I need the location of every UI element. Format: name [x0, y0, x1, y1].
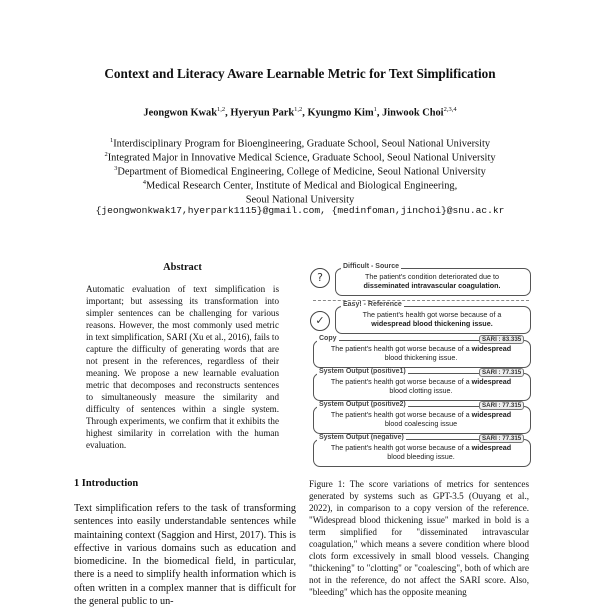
- source-text-plain: The patient's condition deteriorated due to: [364, 272, 500, 281]
- sari-score-badge: SARI : 77.315: [479, 434, 524, 443]
- question-icon: ?: [310, 268, 330, 288]
- affiliation-mark: 3: [114, 165, 118, 172]
- figure-caption-text: Figure 1: The score variations of metrics for sentences generated by systems such as GPT-3.5 (Ouyang et al., 2022), in comparison to a copy version of the reference. "Widespread blood thickening issue" marked in bold is a term simplified for "disseminated intravascular coagulation," which means a severe condition where blood clots form excessively in small blood vessels. Changing "thickening" to "clotting" or "coalescing", both of which are not in the reference, do not affect the SARI score. Also, "bleeding" which has the opposite meaning: [309, 479, 529, 597]
- reference-text-plain: The patient's health got worse because of a: [362, 310, 502, 319]
- affiliation-text: Integrated Major in Innovative Medical Science, Graduate School, Seoul National University: [107, 152, 496, 164]
- output-text-plain: The patient's health got worse because of a: [330, 443, 470, 452]
- affiliation-text: Interdisciplinary Program for Bioengineering, Graduate School, Seoul National University: [113, 138, 491, 150]
- affiliation-text: Medical Research Center, Institute of Medical and Biological Engineering,: [146, 180, 458, 192]
- reference-label: Easy! - Reference: [343, 301, 402, 308]
- author-name: Jeongwon Kwak: [143, 107, 218, 119]
- author-list: [0, 106, 600, 118]
- output-text-plain: The patient's health got worse because of a: [330, 377, 470, 386]
- output-text-bold: widespread: [471, 377, 512, 386]
- abstract-body: [86, 283, 279, 451]
- affiliation-line: [0, 190, 600, 206]
- output-text-line2: blood coalescing issue: [384, 419, 458, 428]
- paper-title: Context and Literacy Aware Learnable Metric for Text Simplification: [104, 66, 496, 81]
- author-affiliation-mark: 1,2: [217, 106, 226, 113]
- output-label: System Output (negative): [319, 434, 404, 441]
- sari-score-badge: SARI : 77.315: [479, 401, 524, 410]
- affiliation-mark: 4: [142, 179, 147, 186]
- figure-caption: [309, 478, 529, 598]
- figure-1: [309, 262, 531, 472]
- author-separator: ,: [376, 107, 383, 119]
- reference-text-bold: widespread blood thickening issue.: [371, 319, 493, 328]
- introduction-body: [74, 502, 296, 608]
- abstract-heading: Abstract: [163, 262, 202, 273]
- output-text: [315, 344, 527, 362]
- output-text-plain: The patient's health got worse because of a: [330, 344, 470, 353]
- output-text: [315, 410, 527, 428]
- output-label: System Output (positive2): [319, 401, 406, 408]
- output-label: Copy: [319, 335, 337, 342]
- output-text-line2: blood clotting issue.: [389, 386, 453, 395]
- output-text-plain: The patient's health got worse because of a: [330, 410, 470, 419]
- affiliation-text: Seoul National University: [245, 194, 355, 206]
- output-text-line2: blood bleeding issue.: [387, 452, 455, 461]
- author-name: Kyungmo Kim: [307, 107, 374, 119]
- author-name: Jinwook Choi: [382, 107, 444, 119]
- sari-score-badge: SARI : 83.335: [479, 335, 524, 344]
- output-text: [315, 377, 527, 395]
- output-text: [315, 443, 527, 461]
- author-affiliation-mark: 2,3,4: [443, 106, 457, 113]
- reference-text: [337, 310, 527, 328]
- author-separator: ,: [225, 107, 231, 119]
- introduction-text: Text simplification refers to the task of transforming sentences into easily understandable sentences while maintaining context (Saggion and Hirst, 2017). This is effective in various domains such as education and biomedicine. In the biomedical field, in particular, there is a need to simplify health information which is often written in a complex manner that is difficult for the general public to un-: [74, 503, 296, 608]
- source-text: [337, 272, 527, 290]
- affiliation-text: Department of Biomedical Engineering, College of Medicine, Seoul National University: [117, 166, 486, 178]
- source-label: Difficult - Source: [343, 263, 400, 270]
- abstract-text: Automatic evaluation of text simplification is important; but assessing its transformation into simpler sentences can be challenging for various reasons. However, the most commonly used metric in text simplification, SARI (Xu et al., 2016), fails to capture the difficulty of generating words that are not present in the references, regardless of their meaning. We propose a new learnable evaluation metric that decomposes and reconstructs sentences to simultaneously measure the similarity and difficulty of sentences within a single system. Through experiments, we confirm that it exhibits the highest similarity in correlation with the human evaluation.: [86, 284, 279, 450]
- author-affiliation-mark: 1,2: [294, 106, 303, 113]
- section-heading-introduction: 1 Introduction: [74, 478, 139, 489]
- sari-score-badge: SARI : 77.315: [479, 368, 524, 377]
- author-affiliation-mark: 1: [373, 106, 377, 113]
- output-text-line2: blood thickening issue.: [384, 353, 458, 362]
- output-label: System Output (positive1): [319, 368, 406, 375]
- output-text-bold: widespread: [471, 410, 512, 419]
- output-text-bold: widespread: [471, 443, 512, 452]
- output-text-bold: widespread: [471, 344, 512, 353]
- check-icon: ✓: [310, 311, 330, 331]
- affiliation-mark: 2: [104, 151, 108, 158]
- affiliation-mark: 1: [109, 137, 114, 144]
- author-separator: ,: [302, 107, 308, 119]
- author-emails: {jeongwonkwak17,hyerpark1115}@gmail.com, {medinfoman,jinchoi}@snu.ac.kr: [95, 205, 505, 216]
- source-text-bold: disseminated intravascular coagulation.: [363, 281, 501, 290]
- author-name: Hyeryun Park: [230, 107, 295, 119]
